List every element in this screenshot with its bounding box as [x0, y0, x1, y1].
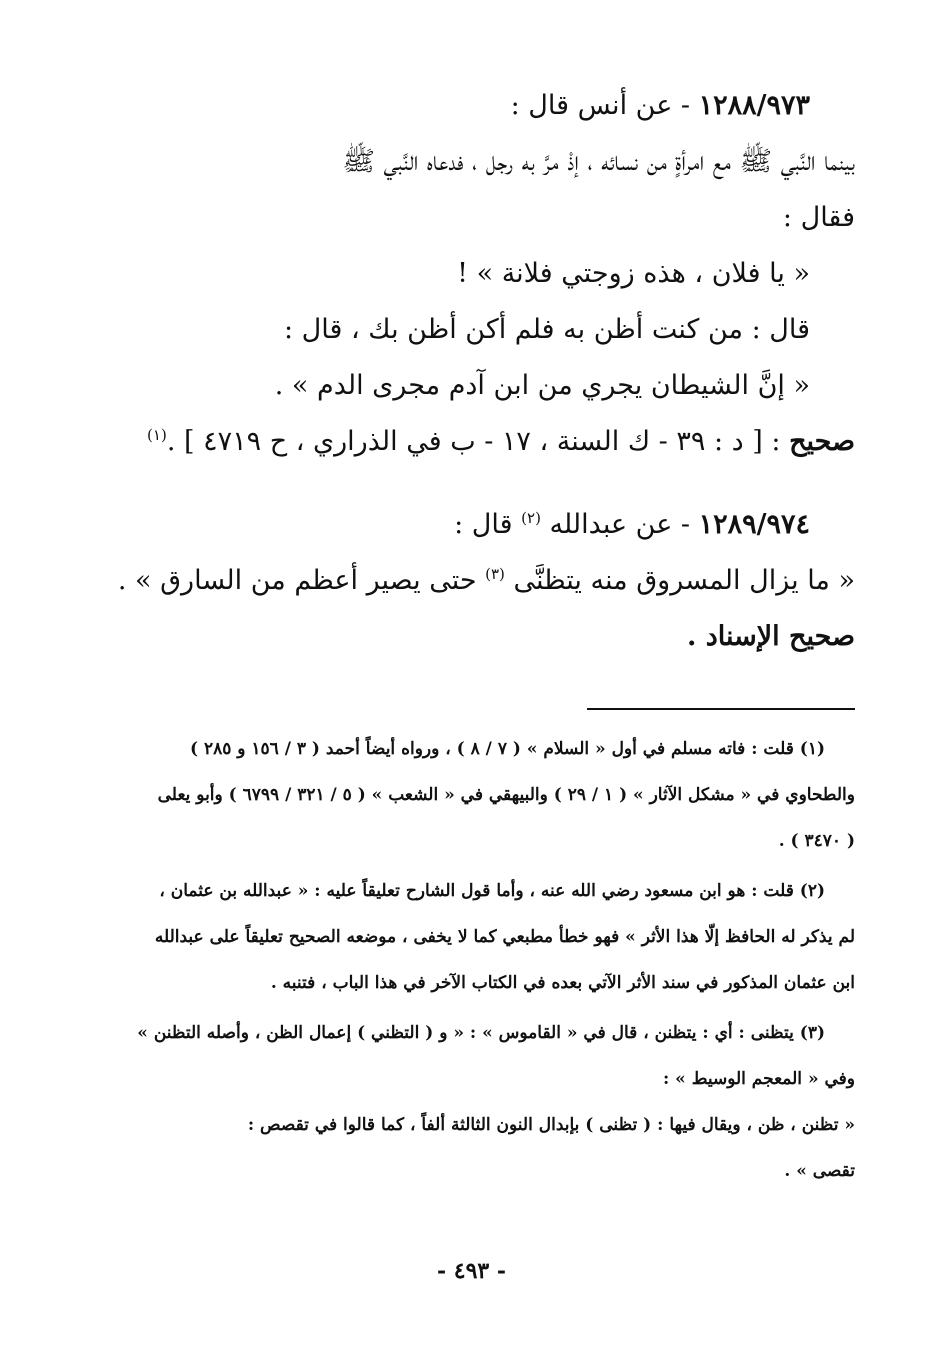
footnote-2-line-2: لم يذكر له الحافظ إلّا هذا الأثر » فهو خطأ مطبعي كما لا يخفى ، موضعه الصحيح تعليقاً على عبدالله: [154, 927, 855, 947]
footnote-1: [78, 726, 855, 864]
hadith-973-line-2: بينما النَّبي ﷺ مع امرأةٍ من نسائه ، إذْ مرَّ به رجل ، فدعاه النَّبي ﷺ: [342, 146, 855, 177]
hadith-974-text: [78, 553, 855, 609]
hadith-973-reference: [78, 414, 855, 470]
footnote-3-line-3: « تظنن ، ظن ، ويقال فيها : ( تظنى ) بإبدال النون الثالثة ألفاً ، كما قالوا في تقصص :: [247, 1115, 855, 1135]
hadith-973-intro: - عن أنس قال :: [510, 90, 699, 121]
hadith-973-number: ١٢٨٨/٩٧٣: [698, 90, 810, 121]
hadith-974-text-a: « ما يزال المسروق منه يتظنَّى: [504, 565, 855, 596]
hadith-974-text-b: حتى يصير أعظم من السارق » .: [117, 565, 486, 596]
hadith-973-heading: [78, 78, 855, 134]
hadith-974-intro-a: - عن عبدالله: [540, 509, 699, 540]
footnote-3-line-2: وفي « المعجم الوسيط » :: [662, 1069, 855, 1089]
footnote-ref-1: (١): [147, 426, 167, 444]
hadith-973-line-6: « إنَّ الشيطان يجري من ابن آدم مجرى الدم » .: [274, 370, 810, 401]
main-text: [78, 78, 855, 665]
hadith-974-heading: [78, 497, 855, 553]
hadith-974-number: ١٢٨٩/٩٧٤: [698, 509, 810, 540]
hadith-973-line-4: « يا فلان ، هذه زوجتي فلانة » !: [457, 258, 810, 289]
hadith-973-source: : [ د : ٣٩ - ك السنة ، ١٧ - ب في الذراري ، ح ٤٧١٩ ] .: [166, 426, 790, 457]
footnote-3-line-1: (٣) يتظنى : أي : يتظنن ، قال في « القاموس » : « و ( التظني ) إعمال الظن ، وأصله التظنن »: [137, 1023, 825, 1043]
page-number: - ٤٩٣ -: [436, 1258, 507, 1284]
footnote-2-line-3: ابن عثمان المذكور في سند الأثر الآتي بعده في الكتاب الآخر في هذا الباب ، فتنبه .: [270, 973, 855, 993]
footnote-2: [78, 868, 855, 1006]
footnote-ref-2: (٢): [521, 509, 541, 527]
footnote-divider: [587, 708, 855, 710]
footnote-1-line-2: والطحاوي في « مشكل الآثار » ( ١ / ٢٩ ) والبيهقي في « الشعب » ( ٥ / ٣٢١ / ٦٧٩٩ ) وأبو يعلى: [157, 785, 855, 805]
hadith-974-grade: صحيح الإسناد .: [686, 621, 855, 652]
hadith-973-grade: صحيح: [789, 426, 855, 457]
footnote-ref-3: (٣): [485, 565, 505, 583]
footnote-2-line-1: (٢) قلت : هو ابن مسعود رضي الله عنه ، وأما قول الشارح تعليقاً عليه : « عبدالله بن عثمان ،: [159, 881, 825, 901]
hadith-973-line-3: فقال :: [782, 202, 855, 233]
footnote-3: [78, 1010, 855, 1194]
hadith-973-line-5: قال : من كنت أظن به فلم أكن أظن بك ، قال :: [284, 314, 810, 345]
footnote-3-line-4: تقصى » .: [784, 1161, 855, 1181]
hadith-974-intro-b: قال :: [454, 509, 522, 540]
footnotes: [78, 726, 855, 1198]
footnote-1-line-1: (١) قلت : فاته مسلم في أول « السلام » ( ٧ / ٨ ) ، ورواه أيضاً أحمد ( ٣ / ١٥٦ و ٢٨٥ ): [189, 739, 825, 759]
footnote-1-line-3: ( ٣٤٧٠ ) .: [778, 831, 855, 851]
